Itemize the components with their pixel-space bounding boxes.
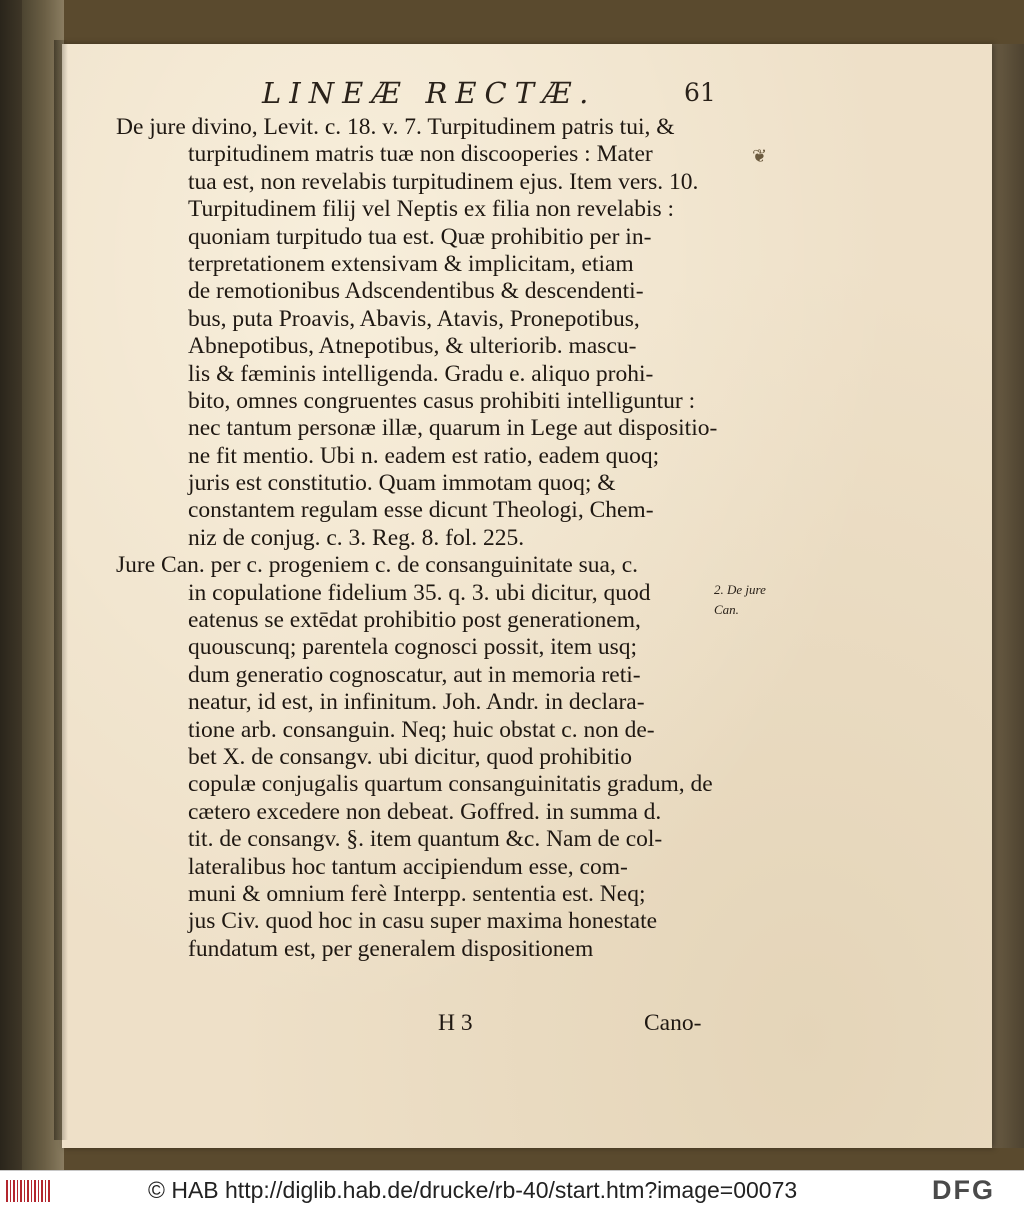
barcode-logo-icon xyxy=(6,1180,50,1202)
page-gutter-shadow xyxy=(54,40,68,1140)
text-line: ne fit mentio. Ubi n. eadem est ratio, eadem quoq; xyxy=(188,442,660,469)
text-line: tua est, non revelabis turpitudinem ejus. Item vers. 10. xyxy=(188,168,699,195)
dfg-logo: DFG xyxy=(932,1175,995,1205)
text-line: copulæ conjugalis quartum consanguinitatis gradum, de xyxy=(188,771,713,798)
running-head: LINEÆ RECTÆ. xyxy=(262,76,597,110)
text-line: terpretationem extensivam & implicitam, etiam xyxy=(188,250,634,277)
text-line: juris est constitutio. Quam immotam quoq; & xyxy=(188,470,616,497)
page-header xyxy=(262,76,716,116)
text-line: eatenus se extēdat prohibitio post generationem, xyxy=(188,607,641,634)
text-line: lateralibus hoc tantum accipiendum esse, com- xyxy=(188,853,628,880)
page-footer-marks xyxy=(116,1010,726,1040)
margin-note-line: Can. xyxy=(714,602,739,617)
text-line: quouscunq; parentela cognosci possit, item usq; xyxy=(188,634,638,661)
text-line: muni & omnium ferè Interpp. sententia est. Neq; xyxy=(188,880,646,907)
signature-mark: H 3 xyxy=(438,1010,473,1036)
text-line: turpitudinem matris tuæ non discooperies : Mater xyxy=(188,141,653,168)
copyright-link[interactable]: © HAB http://diglib.hab.de/drucke/rb-40/start.htm?image=00073 xyxy=(148,1177,798,1203)
text-line: fundatum est, per generalem dispositionem xyxy=(188,935,594,962)
text-line: bito, omnes congruentes casus prohibiti intelliguntur : xyxy=(188,387,696,414)
text-line: in copulatione fidelium 35. q. 3. ubi dicitur, quod xyxy=(188,579,651,606)
text-line: niz de conjug. c. 3. Reg. 8. fol. 225. xyxy=(188,524,525,551)
text-line: de remotionibus Adscendentibus & descendenti- xyxy=(188,278,644,305)
body-text xyxy=(116,114,726,963)
text-line: neatur, id est, in infinitum. Joh. Andr. in declara- xyxy=(188,689,645,716)
text-line: lis & fæminis intelligenda. Gradu e. aliquo prohi- xyxy=(188,360,654,387)
text-line: tit. de consangv. §. item quantum &c. Nam de col- xyxy=(188,826,663,853)
text-line: Turpitudinem filij vel Neptis ex filia non revelabis : xyxy=(188,196,675,223)
book-spine xyxy=(0,0,22,1170)
text-line: quoniam turpitudo tua est. Quæ prohibitio per in- xyxy=(188,223,652,250)
text-line: dum generatio cognoscatur, aut in memoria reti- xyxy=(188,661,641,688)
text-line: jus Civ. quod hoc in casu super maxima honestate xyxy=(188,908,658,935)
text-line: De jure divino, Levit. c. 18. v. 7. Turpitudinem patris tui, & xyxy=(116,114,675,140)
page-number: 61 xyxy=(684,78,716,107)
text-line: Abnepotibus, Atnepotibus, & ulteriorib. mascu- xyxy=(188,333,637,360)
text-line: Jure Can. per c. progeniem c. de consanguinitate sua, c. xyxy=(116,552,639,579)
text-line: nec tantum personæ illæ, quarum in Lege aut dispositio- xyxy=(188,415,718,442)
margin-note-line: 2. De jure xyxy=(714,582,766,597)
ornament-icon: ❦ xyxy=(752,146,768,167)
margin-note xyxy=(714,580,804,620)
text-line: bet X. de consangv. ubi dicitur, quod prohibitio xyxy=(188,743,632,770)
text-line: constantem regulam esse dicunt Theologi, Chem- xyxy=(188,497,654,524)
text-line: cætero excedere non debeat. Goffred. in summa d. xyxy=(188,798,662,825)
viewer-footer xyxy=(0,1170,1024,1210)
text-line: bus, puta Proavis, Abavis, Atavis, Pronepotibus, xyxy=(188,305,640,332)
page-right-edge xyxy=(990,44,1024,1148)
catchword: Cano- xyxy=(644,1010,702,1036)
text-line: tione arb. consanguin. Neq; huic obstat c. non de- xyxy=(188,716,655,743)
